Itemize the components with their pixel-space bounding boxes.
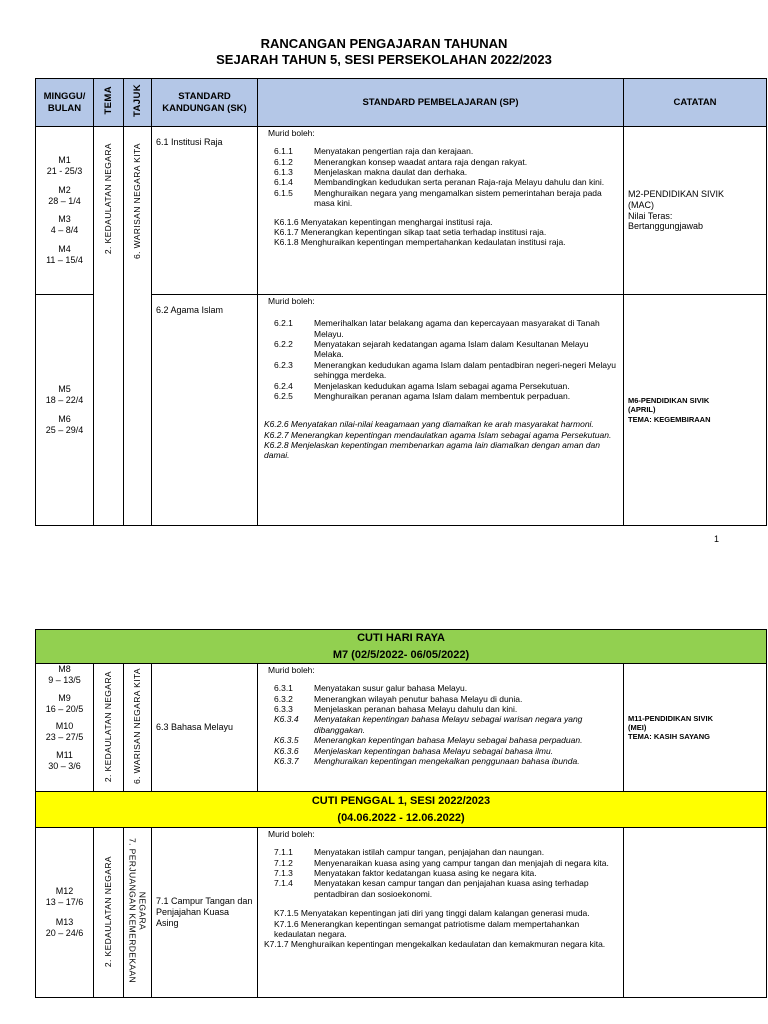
lesson-plan-table-1	[35, 78, 767, 526]
list-item: 6.2.5 Menghuraikan peranan agama Islam dalam membentuk perpaduan.	[274, 390, 571, 401]
list-item: K6.3.5 Menerangkan kepentingan bahasa Melayu sebagai bahasa perpaduan.	[274, 735, 583, 746]
list-item: K6.1.6 Menyatakan kepentingan menghargai institusi raja.	[274, 216, 493, 227]
header-catatan: CATATAN	[624, 79, 767, 127]
week-cell: M12 13 – 17/6 M13 20 – 24/6	[36, 828, 94, 998]
list-item: K7.1.7 Menghuraikan kepentingan mengekalkan kedaulatan dan kemakmuran negara kita.	[264, 939, 606, 950]
tema-cell: 2. KEDAULATAN NEGARA	[94, 828, 124, 998]
list-item: 6.2.2 Menyatakan sejarah kedatangan agama Islam dalam Kesultanan Melayu Melaka.	[274, 339, 589, 360]
list-item: K6.3.4 Menyatakan kepentingan bahasa Melayu sebagai warisan negara yang dibanggakan.	[274, 714, 583, 735]
list-item: 6.2.4 Menjelaskan kedudukan agama Islam sebagai agama Persekutuan.	[274, 380, 570, 391]
list-item: K7.1.6 Menerangkan kepentingan semangat patriotisme dalam mempertahankan kedaulatan negara.	[274, 918, 580, 939]
table-row	[36, 127, 767, 295]
list-item: K6.2.7 Menerangkan kepentingan mendaulatkan agama Islam sebagai agama Persekutuan.	[264, 429, 612, 440]
tajuk-cell: 6. WARISAN NEGARA KITA	[124, 664, 152, 792]
sp-cell: Murid boleh: 6.1.1 Menyatakan pengertian raja dan kerajaan. 6.1.2 Menerangkan konsep waadat antara raja dengan rakyat. 6.1.3 Menjelaskan makna daulat dan derhaka. 6.1.4 Membandingkan kedudukan serta peranan Raja-raja Melayu dahulu dan kini. 6.1.5 Menghuraikan negara yang mengamalkan sistem pemerintahan beraja pada masa kini. K6.1.6 Menyatakan kepentingan menghargai institusi raja. K6.1.7 Menerangkan kepentingan sikap taat setia terhadap institusi raja. K6.1.8 Menghuraikan kepentingan mempertahankan kedaulatan institusi raja.	[258, 127, 624, 295]
doc-title-line1: RANCANGAN PENGAJARAN TAHUNAN	[260, 36, 508, 51]
sk-cell: 6.3 Bahasa Melayu	[152, 664, 258, 792]
list-item: K6.3.6 Menjelaskan kepentingan bahasa Melayu sebagai bahasa ilmu.	[274, 745, 554, 756]
list-item: 6.3.3 Menjelaskan peranan bahasa Melayu dahulu dan kini.	[274, 704, 518, 715]
list-item: K6.1.7 Menerangkan kepentingan sikap taat setia terhadap institusi raja.	[274, 226, 547, 237]
band-row-raya	[36, 630, 767, 664]
header-tema: TEMA	[94, 79, 124, 127]
list-item: 6.1.5 Menghuraikan negara yang mengamalkan sistem pemerintahan beraja pada masa kini.	[274, 187, 602, 209]
page-number: 1	[714, 534, 720, 544]
sp-cell: Murid boleh: 6.3.1 Menyatakan susur galur bahasa Melayu. 6.3.2 Menerangkan wilayah penutur bahasa Melayu di dunia. 6.3.3 Menjelaskan peranan bahasa Melayu dahulu dan kini. K6.3.4 Menyatakan kepentingan bahasa Melayu sebagai warisan negara yang dibanggakan. K6.3.5 Menerangkan kepentingan bahasa Melayu sebagai bahasa perpaduan. K6.3.6 Menjelaskan kepentingan bahasa Melayu sebagai bahasa ilmu. K6.3.7 Menghuraikan kepentingan mengekalkan penggunaan bahasa ibunda.	[258, 664, 624, 792]
week-cell: M1 21 - 25/3 M2 28 – 1/4 M3 4 – 8/4 M4 11 – 15/4	[36, 127, 94, 295]
list-item: 7.1.3 Menyatakan faktor kedatangan kuasa asing ke negara kita.	[274, 868, 537, 879]
header-tajuk: TAJUK	[124, 79, 152, 127]
week-cell: M5 18 – 22/4 M6 25 – 29/4	[36, 295, 94, 526]
lesson-plan-table-2	[35, 629, 767, 998]
sp-cell: Murid boleh: 7.1.1 Menyatakan istilah campur tangan, penjajahan dan naungan. 7.1.2 Menyenaraikan kuasa asing yang campur tangan dan menjajah di negara kita. 7.1.3 Menyatakan faktor kedatangan kuasa asing ke negara kita. 7.1.4 Menyatakan kesan campur tangan dan penjajahan kuasa asing terhadap pentadbiran dan sosioekonomi. K7.1.5 Menyatakan kepentingan jati diri yang tinggi dalam kalangan generasi muda. K7.1.6 Menerangkan kepentingan semangat patriotisme dalam mempertahankan kedaulatan negara. K7.1.7 Menghuraikan kepentingan mengekalkan kedaulatan dan kemakmuran negara kita.	[258, 828, 624, 998]
week-cell: M8 9 – 13/5 M9 16 – 20/5 M10 23 – 27/5 M11 30 – 3/6	[36, 664, 94, 792]
catatan-cell: M2-PENDIDIKAN SIVIK (MAC) Nilai Teras: Bertanggungjawab	[624, 127, 767, 295]
list-item: K6.2.8 Menjelaskan kepentingan membenarkan agama lain diamalkan dengan aman dan damai.	[264, 439, 600, 461]
list-item: 7.1.1 Menyatakan istilah campur tangan, penjajahan dan naungan.	[274, 847, 545, 858]
catatan-cell: M6-PENDIDIKAN SIVIK (APRIL) TEMA: KEGEMBIRAAN	[624, 295, 767, 526]
header-row	[36, 79, 767, 127]
cuti-hari-raya-band: CUTI HARI RAYA M7 (02/5/2022- 06/05/2022)	[36, 630, 767, 664]
header-sp: STANDARD PEMBELAJARAN (SP)	[258, 79, 624, 127]
sk-cell: 6.2 Agama Islam	[152, 295, 258, 526]
catatan-cell: M11-PENDIDIKAN SIVIK (MEI) TEMA: KASIH SAYANG	[624, 664, 767, 792]
list-item: K6.2.6 Menyatakan nilai-nilai keagamaan yang diamalkan ke arah masyarakat harmoni.	[264, 419, 594, 430]
list-item: 7.1.2 Menyenaraikan kuasa asing yang campur tangan dan menjajah di negara kita.	[274, 857, 609, 868]
list-item: 6.2.1 Memerihalkan latar belakang agama dan kepercayaan masyarakat di Tanah Melayu.	[274, 318, 600, 339]
sp-cell: Murid boleh: 6.2.1 Memerihalkan latar belakang agama dan kepercayaan masyarakat di Tanah Melayu. 6.2.2 Menyatakan sejarah kedatangan agama Islam dalam Kesultanan Melayu Melaka. 6.2.3 Menerangkan kedudukan agama Islam dalam pentadbiran negeri-negeri Melayu sehingga merdeka. 6.2.4 Menjelaskan kedudukan agama Islam sebagai agama Persekutuan. 6.2.5 Menghuraikan peranan agama Islam dalam membentuk perpaduan. K6.2.6 Menyatakan nilai-nilai keagamaan yang diamalkan ke arah masyarakat harmoni. K6.2.7 Menerangkan kepentingan mendaulatkan agama Islam sebagai agama Persekutuan. K6.2.8 Menjelaskan kepentingan membenarkan agama lain diamalkan dengan aman dan damai.	[258, 295, 624, 526]
list-item: 6.3.2 Menerangkan wilayah penutur bahasa Melayu di dunia.	[274, 693, 523, 704]
list-item: 6.1.3 Menjelaskan makna daulat dan derhaka.	[274, 167, 468, 178]
sk-cell: 6.1 Institusi Raja	[152, 127, 258, 295]
list-item: K6.3.7 Menghuraikan kepentingan mengekalkan penggunaan bahasa ibunda.	[274, 755, 580, 766]
list-item: 6.1.2 Menerangkan konsep waadat antara raja dengan rakyat.	[274, 156, 528, 167]
list-item: 6.3.1 Menyatakan susur galur bahasa Melayu.	[274, 683, 468, 694]
table-row	[36, 664, 767, 792]
list-item: 6.1.4 Membandingkan kedudukan serta peranan Raja-raja Melayu dahulu dan kini.	[274, 177, 605, 188]
header-sk: STANDARD KANDUNGAN (SK)	[152, 79, 258, 127]
tajuk-cell: 6. WARISAN NEGARA KITA	[124, 127, 152, 526]
list-item: 7.1.4 Menyatakan kesan campur tangan dan penjajahan kuasa asing terhadap pentadbiran dan sosioekonomi.	[274, 878, 589, 899]
tema-cell: 2. KEDAULATAN NEGARA	[94, 127, 124, 526]
band-row-penggal	[36, 792, 767, 828]
list-item: 6.2.3 Menerangkan kedudukan agama Islam dalam pentadbiran negeri-negeri Melayu sehingga merdeka.	[274, 359, 616, 381]
header-minggu: MINGGU/ BULAN	[36, 79, 94, 127]
sk-cell: 7.1 Campur Tangan dan Penjajahan Kuasa Asing	[152, 828, 258, 998]
table-row	[36, 828, 767, 998]
list-item: K6.1.8 Menghuraikan kepentingan mempertahankan kedaulatan institusi raja.	[274, 237, 566, 248]
doc-title-line2: SEJARAH TAHUN 5, SESI PERSEKOLAHAN 2022/2023	[216, 52, 552, 67]
tema-cell: 2. KEDAULATAN NEGARA	[94, 664, 124, 792]
catatan-cell	[624, 828, 767, 998]
list-item: K7.1.5 Menyatakan kepentingan jati diri yang tinggi dalam kalangan generasi muda.	[274, 908, 590, 919]
tajuk-cell: 7. PERJUANGAN KEMERDEKAAN NEGARA	[124, 828, 152, 998]
list-item: 6.1.1 Menyatakan pengertian raja dan kerajaan.	[274, 146, 474, 157]
cuti-penggal-band: CUTI PENGGAL 1, SESI 2022/2023 (04.06.2022 - 12.06.2022)	[36, 792, 767, 828]
